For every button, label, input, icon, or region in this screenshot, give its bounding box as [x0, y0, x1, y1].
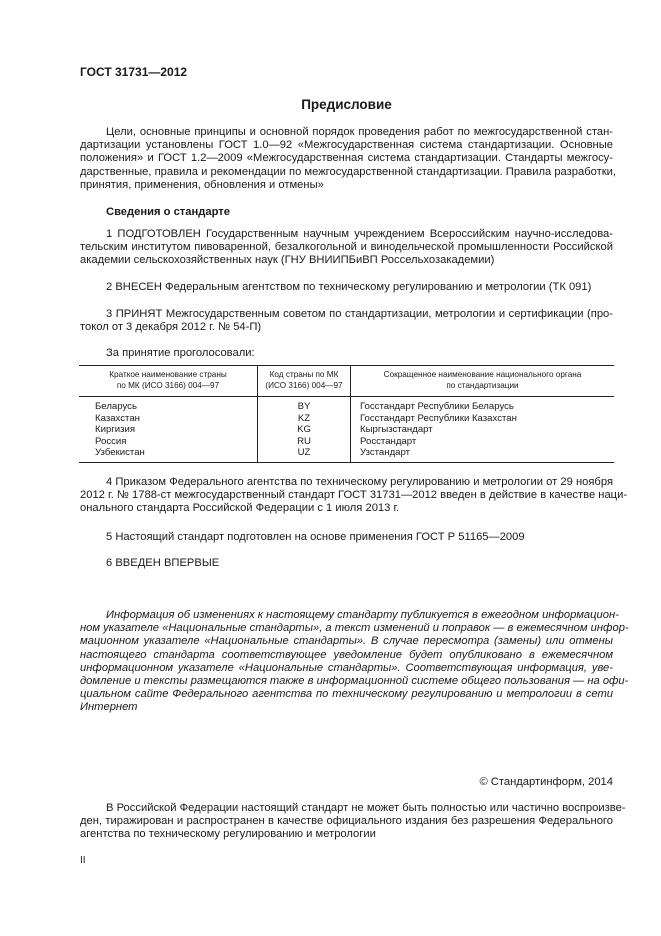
- copyright: © Стандартинформ, 2014: [479, 776, 613, 788]
- header-body: Сокращенное наименование национального органа по стандартизации: [351, 366, 615, 397]
- country-cell: Казахстан: [95, 412, 140, 424]
- country-cell: Киргизия: [95, 424, 136, 436]
- intro-line: принятия, применения, обновления и отмены»: [80, 178, 324, 191]
- info-note-line: Интернет: [80, 701, 138, 714]
- table-row: [79, 447, 614, 462]
- intro-line: положения» и ГОСТ 1.2—2009 «Межгосударственная система стандартизации. Стандарты межгосу-: [80, 152, 613, 165]
- legal-line: агентства по техническому регулированию и метрологии: [80, 828, 376, 841]
- item-1-line: академии сельскохозяйственных наук (ГНУ ВНИИПБиВП Россельхозакадемии): [80, 254, 495, 267]
- item-3: [80, 308, 613, 334]
- voted-label: За принятие проголосовали:: [106, 347, 255, 359]
- item-1-line: тельским институтом пивоваренной, безалкогольной и винодельческой промышленности Российской: [80, 241, 613, 254]
- body-cell: Кыргызстандарт: [351, 424, 615, 436]
- page-number: II: [80, 855, 86, 866]
- info-note-line: настоящего стандарта соответствующее уведомление будет опубликовано в ежемесячном: [80, 648, 613, 661]
- body-cell: Узстандарт: [351, 447, 615, 462]
- item-3-line: токол от 3 декабря 2012 г. № 54-П): [80, 321, 262, 334]
- table-header-row: [79, 366, 614, 397]
- body-cell: Росстандарт: [351, 436, 615, 448]
- intro-line: дарственные, правила и рекомендации по межгосударственной стандартизации. Правила разработки,: [80, 165, 616, 178]
- table-row: [79, 413, 614, 425]
- body-cell: Госстандарт Республики Казахстан: [351, 413, 615, 425]
- code-cell: UZ: [258, 447, 351, 462]
- info-note-line: информационном указателе «Национальные стандарты». Соответствующая информация, уве-: [80, 661, 613, 674]
- voting-table: [79, 365, 614, 463]
- info-note-line: мационном указателе «Национальные стандарты». В случае пересмотра (замены) или отмены: [80, 635, 613, 648]
- item-1-line: 1 ПОДГОТОВЛЕН Государственным научным учреждением Всероссийским научно-исследова-: [106, 228, 613, 240]
- item-4-line: 4 Приказом Федерального агентства по техническому регулированию и метрологии от 29 ноября: [106, 476, 613, 488]
- country-cell: Россия: [95, 435, 127, 447]
- code-cell: RU: [258, 436, 351, 448]
- item-5: 5 Настоящий стандарт подготовлен на основе применения ГОСТ Р 51165—2009: [106, 531, 525, 543]
- info-note: [80, 609, 629, 715]
- legal-line: ден, тиражирован и распространен в качестве официального издания без разрешения Федерального: [80, 815, 613, 828]
- header-code: Код страны по МК (ИСО 3166) 004—97: [258, 366, 351, 397]
- code-cell: KG: [258, 424, 351, 436]
- body-cell: Госстандарт Республики Беларусь: [351, 397, 615, 413]
- item-1: [80, 228, 613, 268]
- item-2: 2 ВНЕСЕН Федеральным агентством по техническому регулированию и метрологии (ТК 091): [106, 281, 592, 293]
- legal-line: В Российской Федерации настоящий стандарт не может быть полностью или частично воспроизве-: [106, 802, 626, 814]
- country-cell: Узбекистан: [79, 447, 258, 462]
- section-title: Сведения о стандарте: [106, 206, 230, 218]
- info-note-line: домление и тексты размещаются также в информационной системе общего пользования — на офи-: [80, 675, 629, 688]
- item-4-line: онального стандарта Российской Федерации с 1 июля 2013 г.: [80, 502, 400, 515]
- item-4-line: 2012 г. № 1788-ст межгосударственный стандарт ГОСТ 31731—2012 введен в действие в качестве наци-: [80, 489, 628, 502]
- item-6: 6 ВВЕДЕН ВПЕРВЫЕ: [106, 557, 220, 569]
- country-cell: Беларусь: [95, 401, 137, 412]
- legal-notice: [80, 802, 626, 842]
- document-id: ГОСТ 31731—2012: [80, 65, 188, 79]
- info-note-line: циальном сайте Федерального агентства по техническому регулированию и метрологии в сети: [80, 688, 613, 701]
- code-cell: BY: [258, 397, 351, 413]
- page-title: Предисловие: [301, 97, 392, 112]
- code-cell: KZ: [258, 413, 351, 425]
- intro-line: дартизации установлены ГОСТ 1.0—92 «Межгосударственная система стандартизации. Основные: [80, 139, 613, 152]
- item-4: [80, 476, 628, 516]
- table-row: [79, 436, 614, 448]
- intro-paragraph: [80, 126, 616, 192]
- table-row: [79, 397, 614, 413]
- table-row: [79, 424, 614, 436]
- item-3-line: 3 ПРИНЯТ Межгосударственным советом по стандартизации, метрологии и сертификации (про-: [106, 308, 613, 320]
- intro-line: Цели, основные принципы и основной порядок проведения работ по межгосударственной стан-: [106, 126, 613, 138]
- info-note-line: Информация об изменениях к настоящему стандарту публикуется в ежегодном информацион-: [106, 609, 619, 621]
- header-country: Краткое наименование страны по МК (ИСО 3166) 004—97: [79, 366, 258, 397]
- info-note-line: ном указателе «Национальные стандарты», а текст изменений и поправок — в ежемесячном инфор-: [80, 622, 629, 635]
